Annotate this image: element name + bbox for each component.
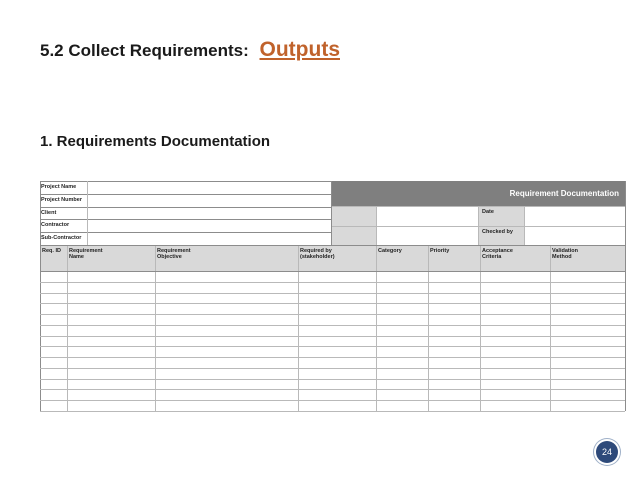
grid-line <box>40 303 625 304</box>
grid-line <box>40 232 331 233</box>
grid-line <box>376 206 377 245</box>
date-label: Date <box>482 209 494 215</box>
column-header-line1: Requirement <box>69 248 103 254</box>
column-header-line2: (stakeholder) <box>300 254 335 260</box>
grid-line <box>67 245 68 411</box>
checked-by-label: Checked by <box>482 229 513 235</box>
header-field-label: Project Number <box>41 196 82 203</box>
column-header <box>378 248 402 254</box>
grid-line <box>40 293 625 294</box>
grid-line <box>480 245 481 411</box>
requirements-documentation-form <box>40 181 625 411</box>
grid-line <box>428 245 429 411</box>
column-header <box>42 248 61 254</box>
column-header <box>69 248 103 260</box>
grid-line <box>298 245 299 411</box>
grid-line <box>625 245 626 411</box>
column-header-line1: Priority <box>430 248 450 254</box>
grid-line <box>40 245 41 411</box>
page-number: 24 <box>601 447 612 457</box>
grid-line <box>40 194 331 195</box>
column-header-line2: Method <box>552 254 572 260</box>
column-header <box>552 248 578 260</box>
header-field-label: Client <box>41 209 57 216</box>
grid-line <box>40 271 625 272</box>
section-heading: 1. Requirements Documentation <box>40 133 271 150</box>
column-header-line2: Name <box>69 254 84 260</box>
grid-line <box>40 181 331 182</box>
grid-line <box>40 368 625 369</box>
column-header-line1: Requirement <box>157 248 191 254</box>
column-header <box>430 248 449 254</box>
grid-line <box>40 207 331 208</box>
grid-line <box>87 181 88 245</box>
column-header-line1: Req. ID <box>42 248 61 254</box>
column-header-line1: Validation <box>552 248 578 254</box>
grid-line <box>376 245 377 411</box>
column-header-line2: Criteria <box>482 254 502 260</box>
grid-line <box>40 357 625 358</box>
form-banner-title: Requirement Documentation <box>509 189 619 198</box>
column-header <box>482 248 513 260</box>
header-field-label: Contractor <box>41 222 70 229</box>
grid-line <box>40 400 625 401</box>
slide-title-accent: Outputs <box>259 38 340 61</box>
grid-line <box>40 346 625 347</box>
grid-line <box>40 282 625 283</box>
grid-line <box>40 379 625 380</box>
column-header-line2: Objective <box>157 254 182 260</box>
column-header-line1: Required by <box>300 248 332 254</box>
grid-line <box>40 325 625 326</box>
grid-line <box>40 336 625 337</box>
grid-line <box>40 389 625 390</box>
column-header-line1: Category <box>378 248 402 254</box>
header-field-label: Sub-Contractor <box>41 235 82 242</box>
slide-title-prefix: 5.2 Collect Requirements: <box>40 41 249 60</box>
grid-line <box>40 245 625 246</box>
grid-line <box>478 206 479 245</box>
form-banner <box>331 181 625 206</box>
page-number-badge <box>596 441 618 463</box>
slide-title <box>40 38 340 62</box>
header-field-label: Project Name <box>41 184 77 190</box>
column-header <box>157 248 191 260</box>
grid-line <box>40 219 331 220</box>
column-header-line1: Acceptance <box>482 248 513 254</box>
grid-line <box>331 181 332 245</box>
grid-line <box>40 411 625 412</box>
grid-line <box>550 245 551 411</box>
grid-line <box>524 206 525 245</box>
grid-line <box>155 245 156 411</box>
column-header <box>300 248 335 260</box>
grid-line <box>40 314 625 315</box>
